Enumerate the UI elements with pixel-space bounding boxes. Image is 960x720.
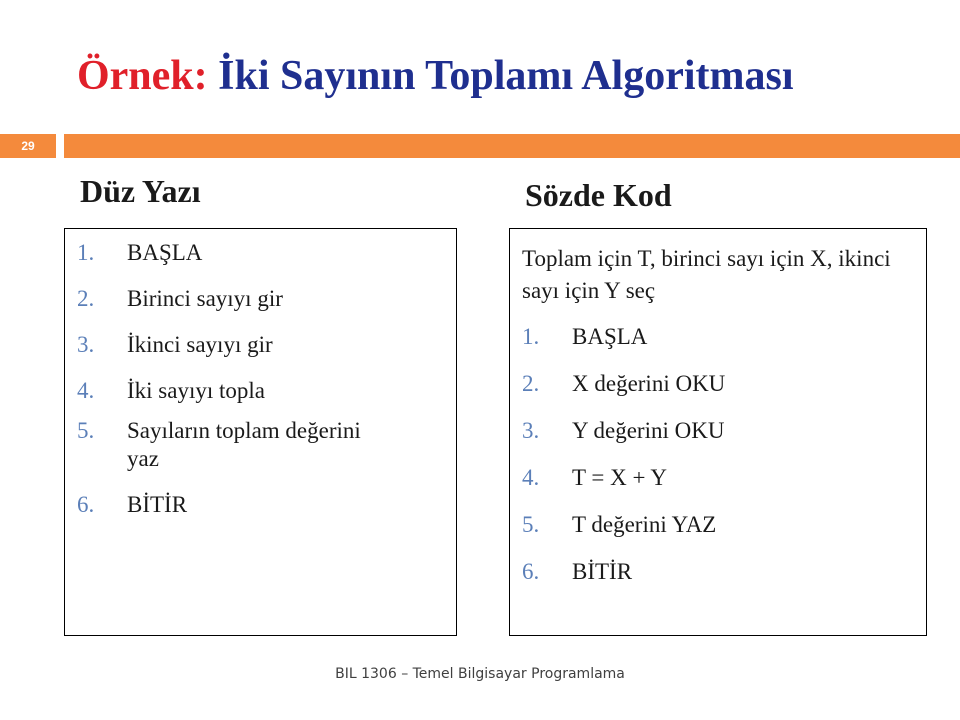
variable-definition: Toplam için T, birinci sayı için X, ikinci sayı için Y seç (522, 246, 891, 303)
step-text: BİTİR (572, 559, 633, 584)
list-item (522, 511, 812, 539)
step-number: 4. (522, 465, 540, 490)
list-item (522, 417, 812, 445)
step-text: BAŞLA (127, 240, 203, 265)
list-item (522, 464, 812, 492)
step-text: T değerini YAZ (572, 512, 717, 537)
list-item (77, 285, 367, 313)
plain-text-steps (77, 239, 367, 537)
step-text: T = X + Y (572, 465, 667, 490)
step-number: 1. (77, 240, 95, 265)
accent-bar (64, 134, 960, 158)
pseudocode-steps (522, 323, 812, 605)
plain-text-heading: Düz Yazı (80, 173, 201, 209)
step-number: 2. (522, 371, 540, 396)
slide-number-badge: 29 (0, 134, 56, 158)
title-main: İki Sayının Toplamı Algoritması (218, 53, 794, 99)
step-text: Birinci sayıyı gir (127, 286, 283, 311)
step-number: 5. (522, 512, 540, 537)
step-text: Y değerini OKU (572, 418, 725, 443)
step-number: 3. (522, 418, 540, 443)
step-text: BİTİR (127, 492, 188, 517)
step-number: 6. (77, 492, 95, 517)
list-item (522, 370, 812, 398)
step-text: Sayıların toplam değerini yaz (127, 418, 361, 471)
plain-text-box (64, 228, 457, 636)
list-item (522, 323, 812, 351)
title-prefix: Örnek: (77, 53, 208, 99)
step-number: 3. (77, 332, 95, 357)
list-item (77, 491, 367, 519)
pseudocode-box (509, 228, 927, 636)
list-item (77, 239, 367, 267)
slide-title (77, 50, 794, 102)
list-item (77, 417, 367, 473)
step-number: 2. (77, 286, 95, 311)
step-text: BAŞLA (572, 324, 648, 349)
slide-footer: BIL 1306 – Temel Bilgisayar Programlama (335, 666, 625, 682)
step-number: 5. (77, 418, 95, 443)
step-text: İki sayıyı topla (127, 378, 265, 403)
step-text: X değerini OKU (572, 371, 726, 396)
list-item (77, 331, 367, 359)
step-number: 1. (522, 324, 540, 349)
list-item (522, 558, 812, 586)
list-item (77, 377, 367, 405)
step-number: 6. (522, 559, 540, 584)
step-number: 4. (77, 378, 95, 403)
step-text: İkinci sayıyı gir (127, 332, 273, 357)
pseudocode-heading: Sözde Kod (525, 177, 672, 213)
